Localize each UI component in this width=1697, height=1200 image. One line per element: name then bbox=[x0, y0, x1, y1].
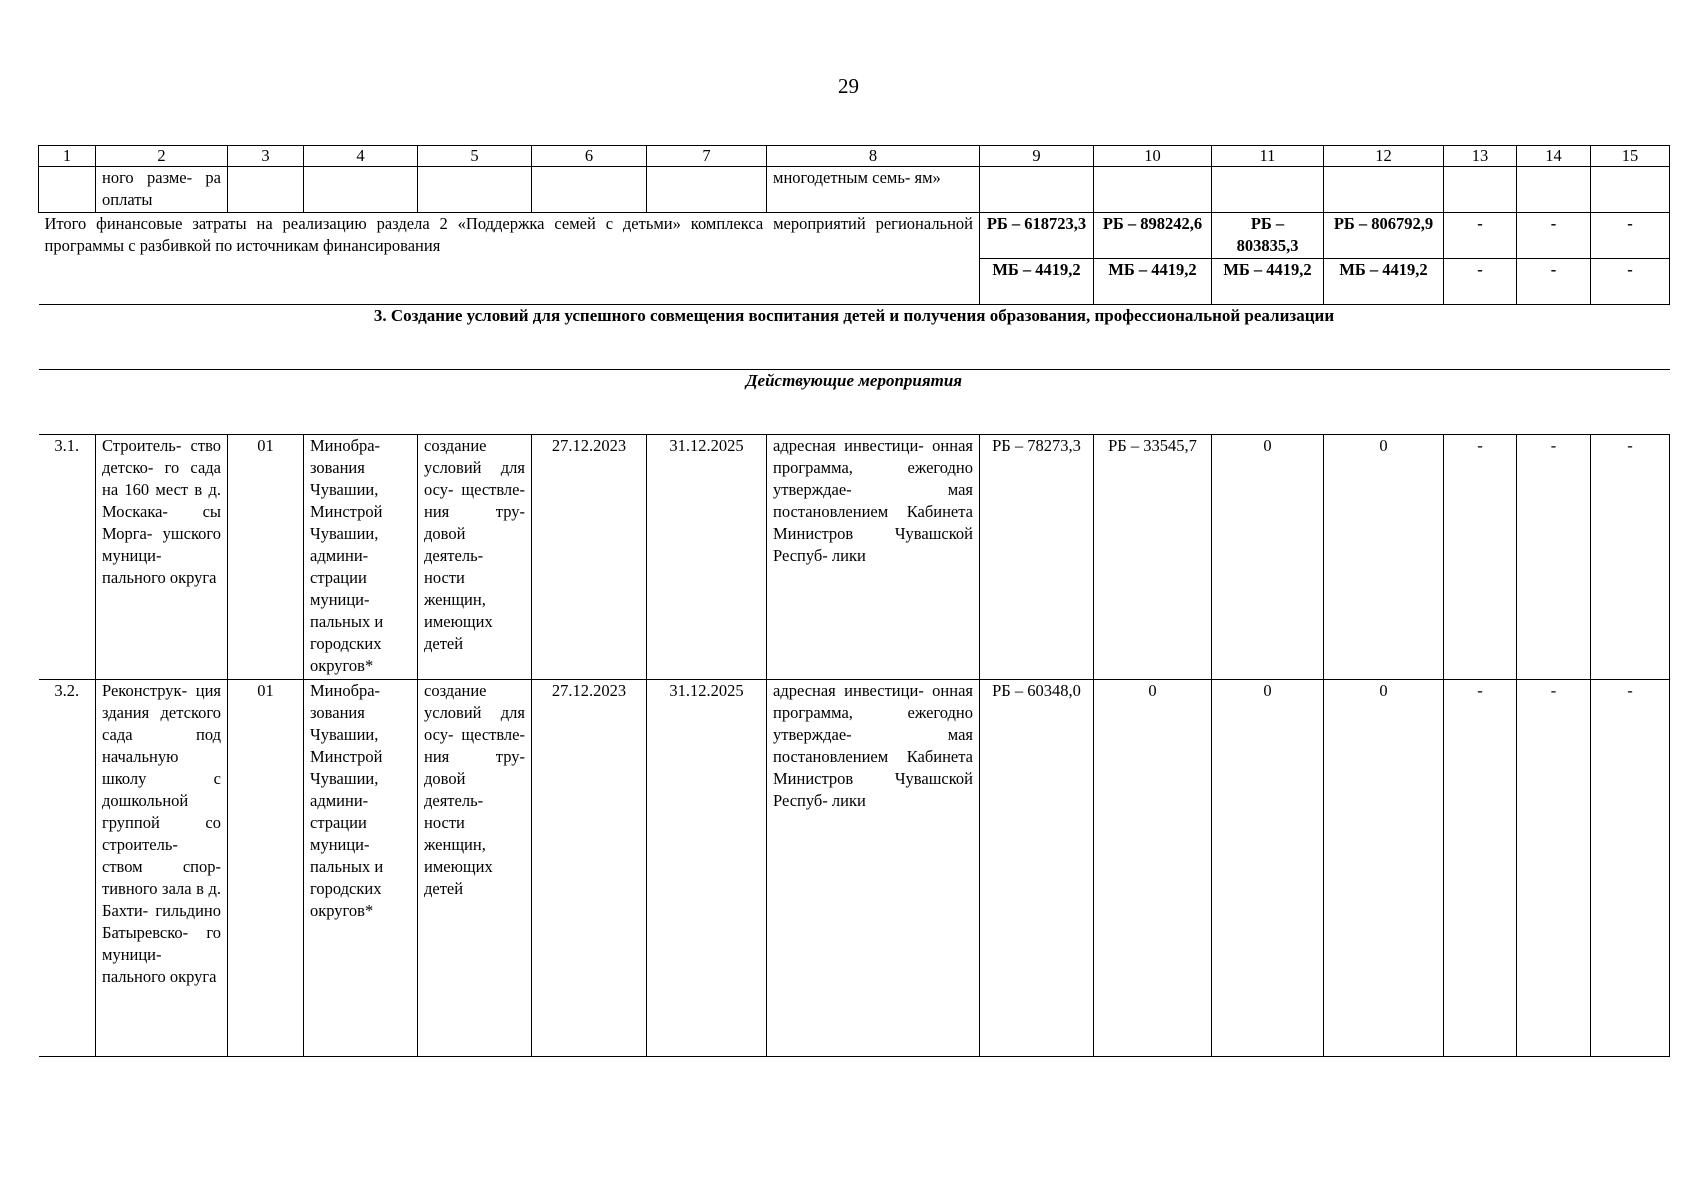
code: 01 bbox=[228, 435, 304, 680]
program-table bbox=[38, 145, 1670, 1057]
start-date: 27.12.2023 bbox=[532, 435, 647, 680]
column-number: 9 bbox=[980, 146, 1094, 167]
total-dash: - bbox=[1591, 213, 1670, 259]
column-number: 8 bbox=[767, 146, 980, 167]
column-number: 6 bbox=[532, 146, 647, 167]
executor: Минобра- зования Чувашии, Минстрой Чувашии, админи- страции муници- пальных и городских округов* bbox=[304, 680, 418, 1057]
total-mb-value: МБ – 4419,2 bbox=[1094, 259, 1212, 305]
column-number: 11 bbox=[1212, 146, 1324, 167]
section-row bbox=[39, 305, 1670, 370]
goal: создание условий для осу- ществле- ния тру- довой деятель- ности женщин, имеющих детей bbox=[418, 435, 532, 680]
row-number: 3.2. bbox=[39, 680, 96, 1057]
column-number: 12 bbox=[1324, 146, 1444, 167]
value-col15: - bbox=[1591, 680, 1670, 1057]
executor: Минобра- зования Чувашии, Минстрой Чувашии, админи- страции муници- пальных и городских округов* bbox=[304, 435, 418, 680]
total-rb-value: РБ – 803835,3 bbox=[1212, 213, 1324, 259]
column-numbers-row bbox=[39, 146, 1670, 167]
column-number: 14 bbox=[1517, 146, 1591, 167]
end-date: 31.12.2025 bbox=[647, 435, 767, 680]
column-number: 5 bbox=[418, 146, 532, 167]
total-dash: - bbox=[1591, 259, 1670, 305]
total-label: Итого финансовые затраты на реализацию раздела 2 «Поддержка семей с детьми» комплекса мероприятий региональной программы с разбивкой по источникам финансирования bbox=[39, 213, 980, 305]
total-rb-value: РБ – 618723,3 bbox=[980, 213, 1094, 259]
table-row bbox=[39, 435, 1670, 680]
measure-name: Реконструк- ция здания детского сада под начальную школу с дошкольной группой со строитель- ством спор- тивного зала в д. Бахти- гильдино Батыревско- го муници- пального округа bbox=[96, 680, 228, 1057]
value-col12: 0 bbox=[1324, 435, 1444, 680]
column-number: 7 bbox=[647, 146, 767, 167]
total-dash: - bbox=[1517, 213, 1591, 259]
funding-source: адресная инвестици- онная программа, ежегодно утверждае- мая постановлением Кабинета Министров Чувашской Респуб- лики bbox=[767, 680, 980, 1057]
value-col9: РБ – 60348,0 bbox=[980, 680, 1094, 1057]
end-date: 31.12.2025 bbox=[647, 680, 767, 1057]
page-number: 29 bbox=[838, 74, 859, 98]
total-dash: - bbox=[1444, 259, 1517, 305]
table-row bbox=[39, 680, 1670, 1057]
value-col9: РБ – 78273,3 bbox=[980, 435, 1094, 680]
value-col14: - bbox=[1517, 435, 1591, 680]
value-col11: 0 bbox=[1212, 680, 1324, 1057]
total-mb-value: МБ – 4419,2 bbox=[1324, 259, 1444, 305]
total-rb-row bbox=[39, 213, 1670, 259]
column-number: 1 bbox=[39, 146, 96, 167]
value-col10: 0 bbox=[1094, 680, 1212, 1057]
section-title: 3. Создание условий для успешного совмещения воспитания детей и получения образования, профессиональной реализации bbox=[39, 305, 1670, 370]
continuation-source: многодетным семь- ям» bbox=[767, 167, 980, 213]
code: 01 bbox=[228, 680, 304, 1057]
continuation-name: ного разме- ра оплаты bbox=[96, 167, 228, 213]
column-number: 15 bbox=[1591, 146, 1670, 167]
value-col14: - bbox=[1517, 680, 1591, 1057]
subsection-row bbox=[39, 370, 1670, 435]
column-number: 2 bbox=[96, 146, 228, 167]
row-number: 3.1. bbox=[39, 435, 96, 680]
value-col10: РБ – 33545,7 bbox=[1094, 435, 1212, 680]
value-col12: 0 bbox=[1324, 680, 1444, 1057]
column-number: 3 bbox=[228, 146, 304, 167]
funding-source: адресная инвестици- онная программа, ежегодно утверждае- мая постановлением Кабинета Министров Чувашской Респуб- лики bbox=[767, 435, 980, 680]
goal: создание условий для осу- ществле- ния тру- довой деятель- ности женщин, имеющих детей bbox=[418, 680, 532, 1057]
total-mb-value: МБ – 4419,2 bbox=[1212, 259, 1324, 305]
continuation-row bbox=[39, 167, 1670, 213]
column-number: 13 bbox=[1444, 146, 1517, 167]
column-number: 4 bbox=[304, 146, 418, 167]
value-col15: - bbox=[1591, 435, 1670, 680]
value-col13: - bbox=[1444, 680, 1517, 1057]
total-dash: - bbox=[1444, 213, 1517, 259]
total-dash: - bbox=[1517, 259, 1591, 305]
total-rb-value: РБ – 806792,9 bbox=[1324, 213, 1444, 259]
total-rb-value: РБ – 898242,6 bbox=[1094, 213, 1212, 259]
start-date: 27.12.2023 bbox=[532, 680, 647, 1057]
total-mb-value: МБ – 4419,2 bbox=[980, 259, 1094, 305]
column-number: 10 bbox=[1094, 146, 1212, 167]
subsection-title: Действующие мероприятия bbox=[39, 370, 1670, 435]
measure-name: Строитель- ство детско- го сада на 160 мест в д. Москака- сы Морга- ушского муници- пального округа bbox=[96, 435, 228, 680]
value-col13: - bbox=[1444, 435, 1517, 680]
value-col11: 0 bbox=[1212, 435, 1324, 680]
